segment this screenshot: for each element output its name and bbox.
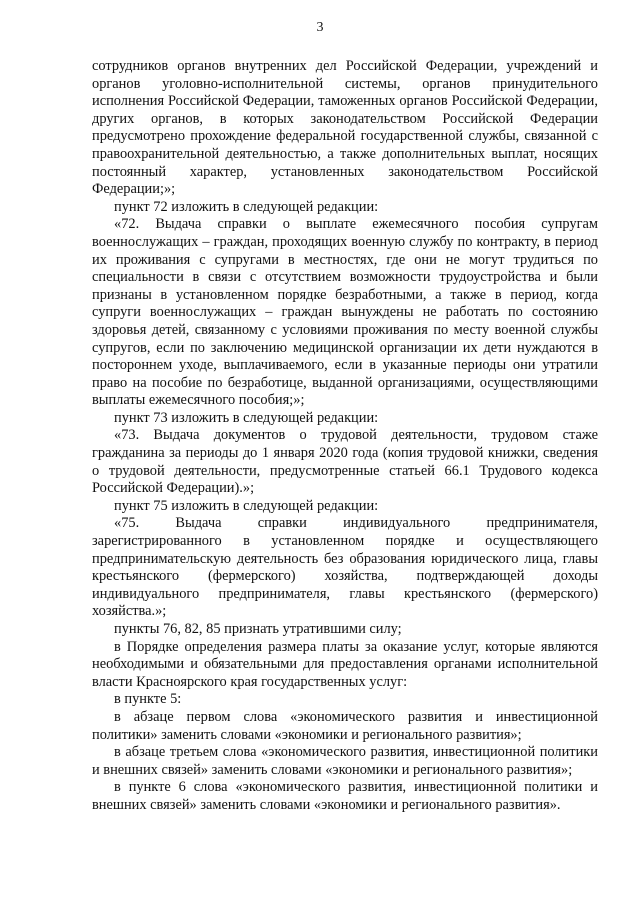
paragraph-third-subparagraph: в абзаце третьем слова «экономического развития, инвестиционной политики и внешних связей» заменить словами «экономики и регионального развития»; (92, 744, 598, 778)
paragraph-repealed-items: пункты 76, 82, 85 признать утратившими силу; (114, 621, 402, 637)
paragraph-fee-procedure: в Порядке определения размера платы за оказание услуг, которые являются необходимыми и обязательными для предоставления органами исполнительной власти Красноярского края государственных услуг: (92, 638, 598, 690)
paragraph-continuation: сотрудников органов внутренних дел Российской Федерации, учреждений и органов уголовно-исполнительной системы, органов принудительного исполнения Российской Федерации, таможенных органов Российской Федерации, других органов, в которых законодательством Российской Федерации предусмотрено прохождение федеральной государственной службы, связанной с правоохранительной деятельностью, а также дополнительных выплат, носящих постоянный характер, установленных законодательством Российской Федерации;»; (92, 58, 598, 198)
paragraph-first-subparagraph: в абзаце первом слова «экономического развития и инвестиционной политики» заменить словами «экономики и регионального развития»; (92, 708, 598, 743)
page-number: 3 (316, 20, 324, 35)
paragraph-item-75: «75. Выдача справки индивидуального предпринимателя, зарегистрированного в установленном порядке и осуществляющего предпринимательскую деятельность без образования юридического лица, главы крестьянского (фермерского) хозяйства, подтверждающей доходы индивидуального предпринимателя, главы крестьянского (фермерского) хозяйства.»; (92, 515, 598, 620)
paragraph-instruction-72: пункт 72 изложить в следующей редакции: (114, 198, 379, 215)
paragraph-item-73: «73. Выдача документов о трудовой деятельности, трудовом стаже гражданина за периоды до 1 января 2020 года (копия трудовой книжки, сведения о трудовой деятельности, предусмотренные статьей 66.1 Трудового кодекса Российской Федерации).»; (92, 427, 598, 497)
paragraph-item-72: «72. Выдача справки о выплате ежемесячного пособия супругам военнослужащих – граждан, проходящих военную службу по контракту, в период их проживания с супругами в местностях, где они не могут трудиться по специальности в связи с отсутствием возможности трудоустройства и были признаны в установленном порядке безработными, а также в период, когда супруги военнослужащих – граждан вынуждены не работать по состоянию здоровья детей, связанному с условиями проживания по месту военной службы супругов, если по заключению медицинской организации их дети нуждаются в постороннем уходе, выплачиваемого, если в указанные периоды они утратили право на пособие по безработице, выданной организациями, осуществляющими выплаты ежемесячного пособия;»; (92, 216, 598, 409)
paragraph-point-5: в пункте 5: (114, 691, 182, 708)
paragraph-instruction-73: пункт 73 изложить в следующей редакции: (114, 409, 379, 426)
paragraph-instruction-75: пункт 75 изложить в следующей редакции: (114, 497, 379, 514)
paragraph-point-6: в пункте 6 слова «экономического развития, инвестиционной политики и внешних связей» заменить словами «экономики и регионального развития». (92, 779, 598, 813)
document-body (92, 58, 598, 815)
